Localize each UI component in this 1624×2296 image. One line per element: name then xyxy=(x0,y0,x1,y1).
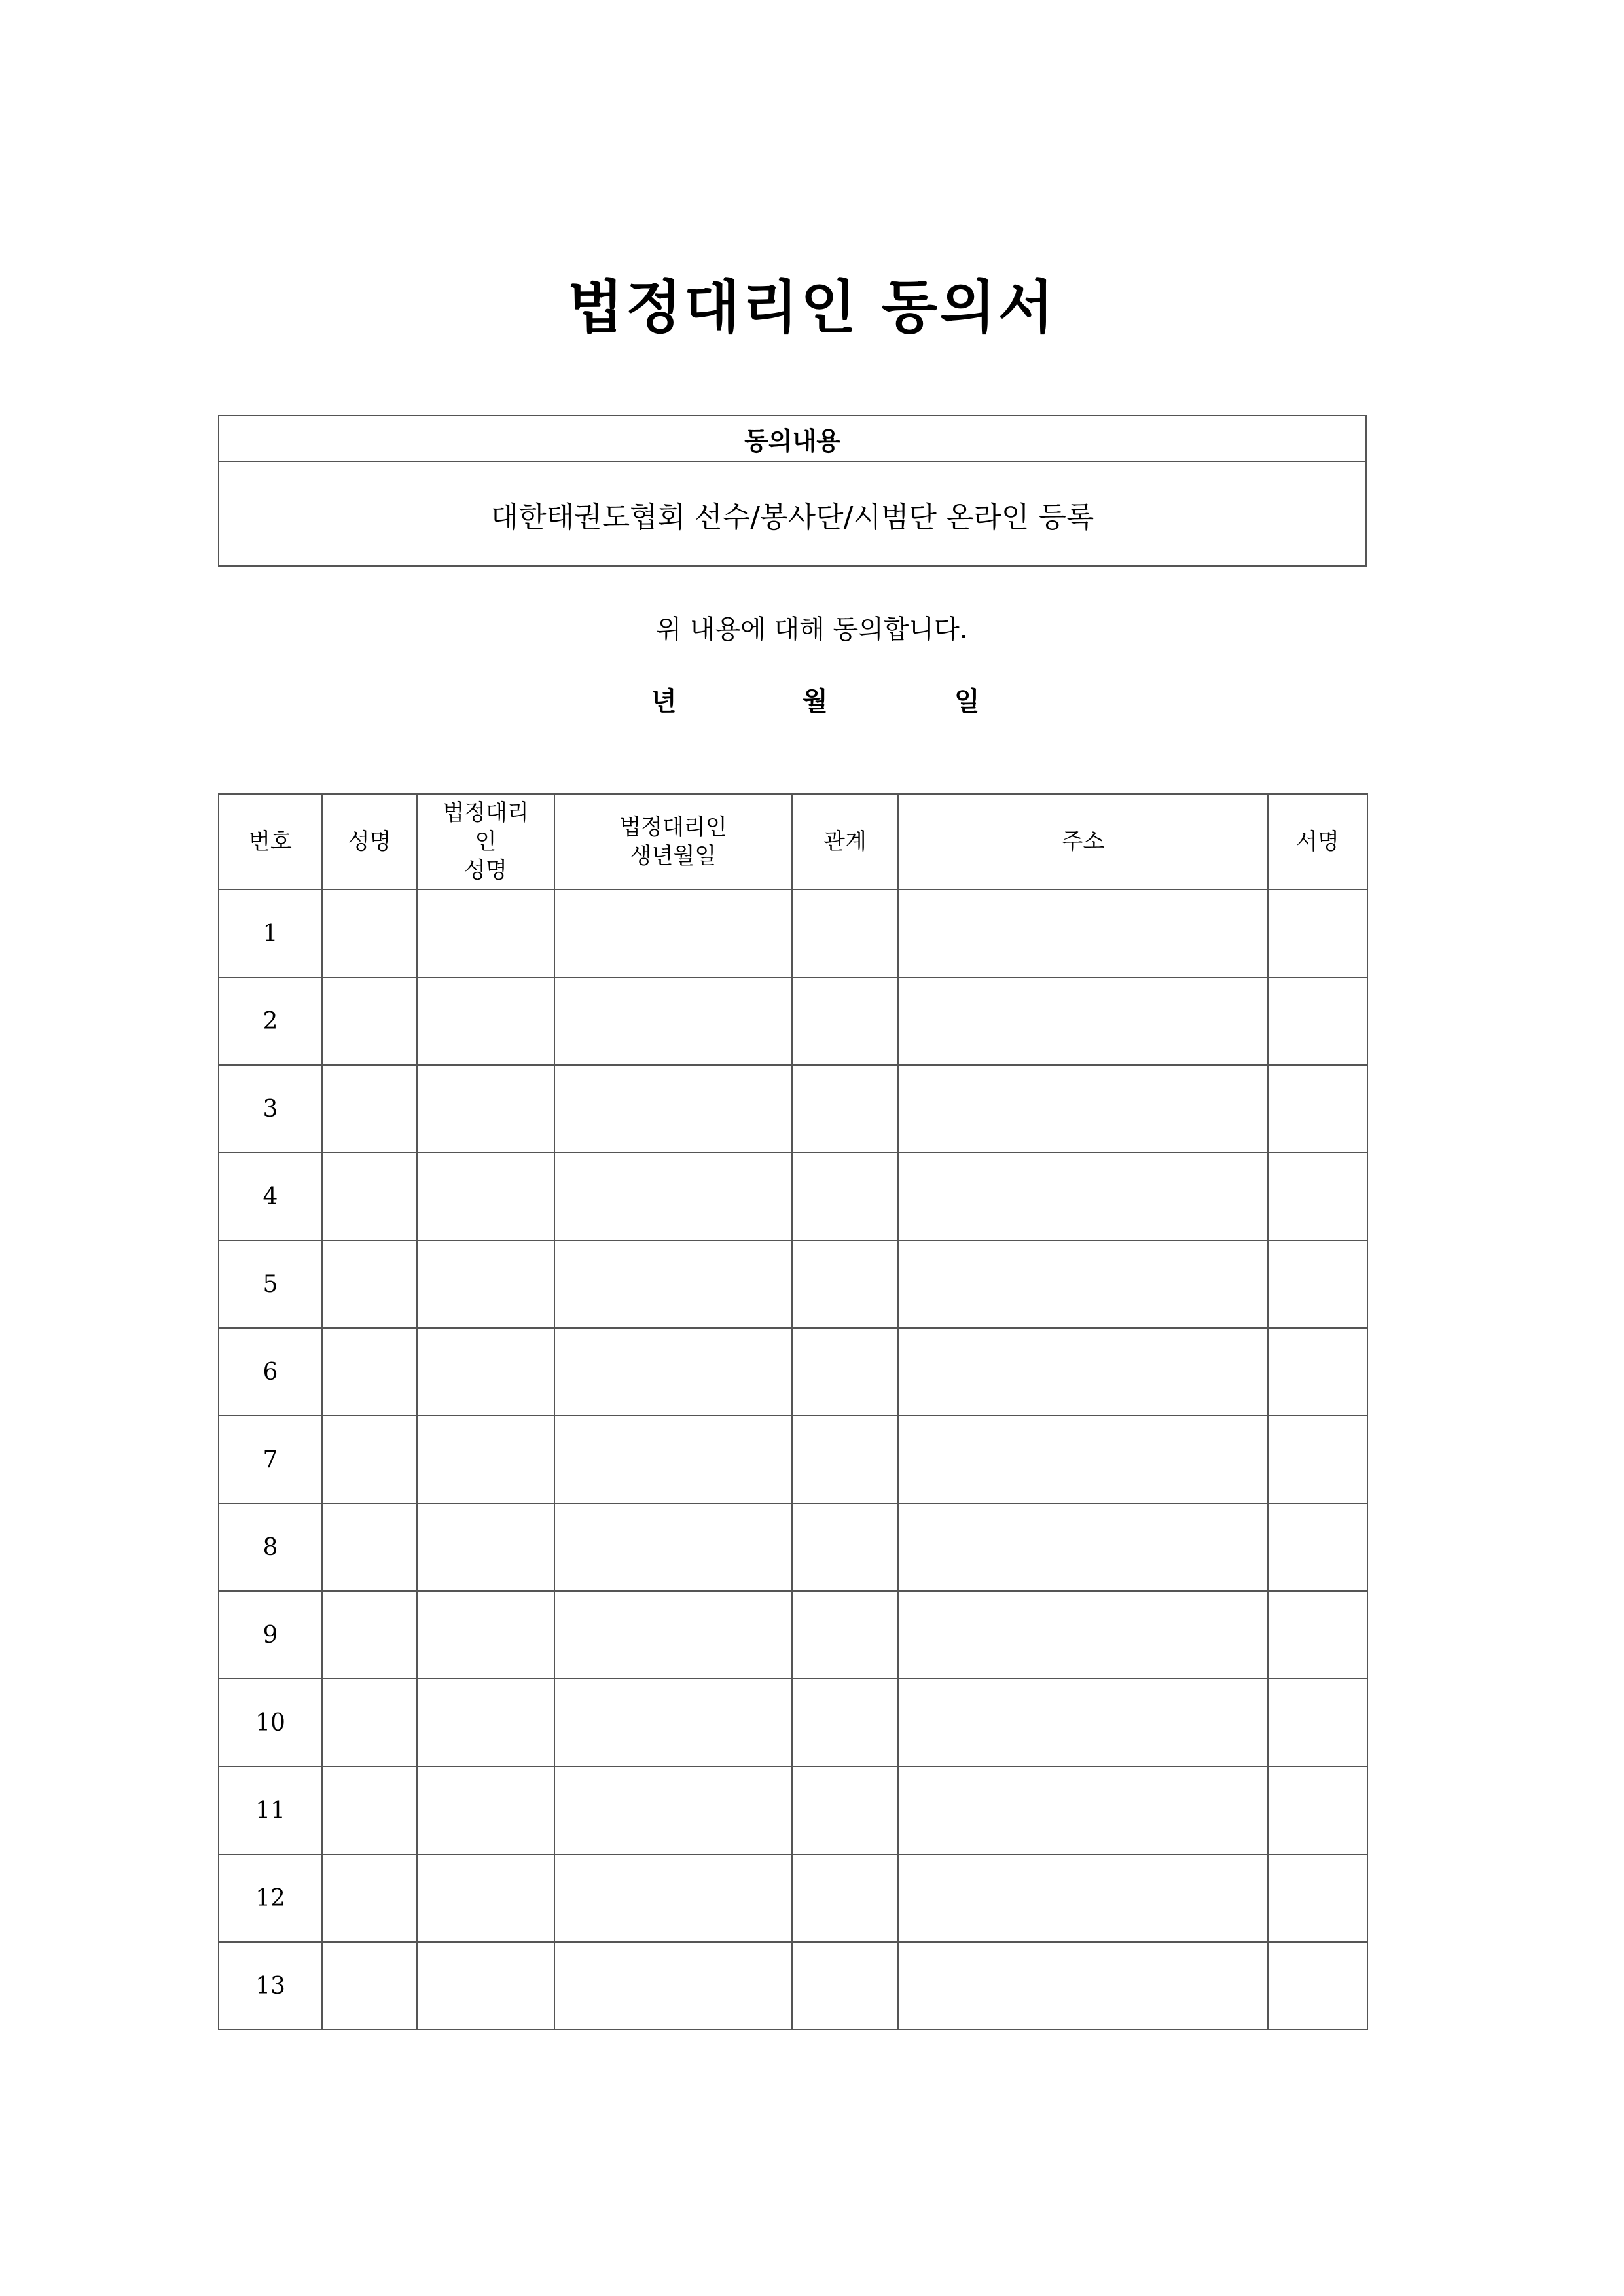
guardian-birth-cell[interactable] xyxy=(554,889,792,977)
signature-cell[interactable] xyxy=(1268,1416,1367,1503)
row-number: 8 xyxy=(219,1503,322,1591)
address-cell[interactable] xyxy=(898,1328,1268,1416)
table-row xyxy=(219,889,1367,977)
relation-cell[interactable] xyxy=(792,1503,898,1591)
guardian-name-cell[interactable] xyxy=(417,1328,554,1416)
header-guardian-birth: 법정대리인 생년월일 xyxy=(554,794,792,889)
name-cell[interactable] xyxy=(322,1942,417,2030)
name-cell[interactable] xyxy=(322,1065,417,1153)
relation-cell[interactable] xyxy=(792,1767,898,1854)
guardian-name-cell[interactable] xyxy=(417,1416,554,1503)
guardian-name-cell[interactable] xyxy=(417,1065,554,1153)
relation-cell[interactable] xyxy=(792,977,898,1065)
address-cell[interactable] xyxy=(898,1065,1268,1153)
guardian-name-cell[interactable] xyxy=(417,1854,554,1942)
header-number: 번호 xyxy=(219,794,322,889)
table-row xyxy=(219,1942,1367,2030)
name-cell[interactable] xyxy=(322,1328,417,1416)
row-number: 2 xyxy=(219,977,322,1065)
signature-cell[interactable] xyxy=(1268,1767,1367,1854)
relation-cell[interactable] xyxy=(792,1942,898,2030)
row-number: 6 xyxy=(219,1328,322,1416)
agree-statement: 위 내용에 대해 동의합니다. xyxy=(656,615,968,645)
signature-cell[interactable] xyxy=(1268,1942,1367,2030)
relation-cell[interactable] xyxy=(792,1153,898,1240)
guardian-name-cell[interactable] xyxy=(417,889,554,977)
guardian-birth-cell[interactable] xyxy=(554,1942,792,2030)
name-cell[interactable] xyxy=(322,1767,417,1854)
header-signature: 서명 xyxy=(1268,794,1367,889)
signature-cell[interactable] xyxy=(1268,1591,1367,1679)
date-month-label: 월 xyxy=(803,687,828,717)
guardian-name-cell[interactable] xyxy=(417,1153,554,1240)
header-name: 성명 xyxy=(322,794,417,889)
signature-cell[interactable] xyxy=(1268,1065,1367,1153)
address-cell[interactable] xyxy=(898,1503,1268,1591)
header-address: 주소 xyxy=(898,794,1268,889)
guardian-birth-cell[interactable] xyxy=(554,1240,792,1328)
row-number: 5 xyxy=(219,1240,322,1328)
address-cell[interactable] xyxy=(898,1240,1268,1328)
consent-box xyxy=(218,415,1367,567)
guardian-name-cell[interactable] xyxy=(417,1240,554,1328)
header-relation: 관계 xyxy=(792,794,898,889)
signature-cell[interactable] xyxy=(1268,889,1367,977)
guardian-name-cell[interactable] xyxy=(417,1942,554,2030)
relation-cell[interactable] xyxy=(792,1240,898,1328)
relation-cell[interactable] xyxy=(792,1854,898,1942)
table-row xyxy=(219,977,1367,1065)
address-cell[interactable] xyxy=(898,1767,1268,1854)
guardian-roster-table xyxy=(218,793,1368,2030)
guardian-birth-cell[interactable] xyxy=(554,1065,792,1153)
guardian-name-cell[interactable] xyxy=(417,1503,554,1591)
guardian-birth-cell[interactable] xyxy=(554,1679,792,1767)
guardian-name-cell[interactable] xyxy=(417,977,554,1065)
table-row xyxy=(219,1416,1367,1503)
name-cell[interactable] xyxy=(322,1591,417,1679)
address-cell[interactable] xyxy=(898,1416,1268,1503)
relation-cell[interactable] xyxy=(792,1065,898,1153)
address-cell[interactable] xyxy=(898,1679,1268,1767)
address-cell[interactable] xyxy=(898,977,1268,1065)
guardian-birth-cell[interactable] xyxy=(554,1153,792,1240)
row-number: 3 xyxy=(219,1065,322,1153)
table-row xyxy=(219,1591,1367,1679)
signature-cell[interactable] xyxy=(1268,1503,1367,1591)
row-number: 12 xyxy=(219,1854,322,1942)
signature-cell[interactable] xyxy=(1268,1328,1367,1416)
table-row xyxy=(219,1679,1367,1767)
signature-cell[interactable] xyxy=(1268,1153,1367,1240)
row-number: 11 xyxy=(219,1767,322,1854)
signature-cell[interactable] xyxy=(1268,1240,1367,1328)
table-row xyxy=(219,1503,1367,1591)
signature-cell[interactable] xyxy=(1268,1854,1367,1942)
guardian-birth-cell[interactable] xyxy=(554,1503,792,1591)
guardian-birth-cell[interactable] xyxy=(554,1416,792,1503)
row-number: 4 xyxy=(219,1153,322,1240)
address-cell[interactable] xyxy=(898,1591,1268,1679)
table-row xyxy=(219,1240,1367,1328)
row-number: 9 xyxy=(219,1591,322,1679)
address-cell[interactable] xyxy=(898,1942,1268,2030)
name-cell[interactable] xyxy=(322,1153,417,1240)
date-year-label: 년 xyxy=(651,687,677,717)
header-guardian-name: 법정대리 인 성명 xyxy=(417,794,554,889)
relation-cell[interactable] xyxy=(792,1679,898,1767)
signature-cell[interactable] xyxy=(1268,977,1367,1065)
signature-cell[interactable] xyxy=(1268,1679,1367,1767)
guardian-birth-cell[interactable] xyxy=(554,1854,792,1942)
table-row xyxy=(219,1767,1367,1854)
guardian-birth-cell[interactable] xyxy=(554,977,792,1065)
document-title: 법정대리인 동의서 xyxy=(568,274,1056,341)
name-cell[interactable] xyxy=(322,1679,417,1767)
row-number: 1 xyxy=(219,889,322,977)
guardian-name-cell[interactable] xyxy=(417,1591,554,1679)
relation-cell[interactable] xyxy=(792,1416,898,1503)
consent-header: 동의내용 xyxy=(219,416,1365,462)
address-cell[interactable] xyxy=(898,1153,1268,1240)
address-cell[interactable] xyxy=(898,1854,1268,1942)
relation-cell[interactable] xyxy=(792,1328,898,1416)
guardian-birth-cell[interactable] xyxy=(554,1328,792,1416)
name-cell[interactable] xyxy=(322,1240,417,1328)
name-cell[interactable] xyxy=(322,1854,417,1942)
table-row xyxy=(219,1065,1367,1153)
name-cell[interactable] xyxy=(322,1416,417,1503)
relation-cell[interactable] xyxy=(792,1591,898,1679)
row-number: 7 xyxy=(219,1416,322,1503)
guardian-name-cell[interactable] xyxy=(417,1679,554,1767)
name-cell[interactable] xyxy=(322,1503,417,1591)
name-cell[interactable] xyxy=(322,977,417,1065)
guardian-name-cell[interactable] xyxy=(417,1767,554,1854)
guardian-birth-cell[interactable] xyxy=(554,1767,792,1854)
consent-content: 대한태권도협회 선수/봉사단/시범단 온라인 등록 xyxy=(490,501,1094,534)
row-number: 13 xyxy=(219,1942,322,2030)
date-day-label: 일 xyxy=(954,687,980,717)
row-number: 10 xyxy=(219,1679,322,1767)
table-header-row xyxy=(219,794,1367,889)
name-cell[interactable] xyxy=(322,889,417,977)
table-row xyxy=(219,1328,1367,1416)
address-cell[interactable] xyxy=(898,889,1268,977)
guardian-birth-cell[interactable] xyxy=(554,1591,792,1679)
table-row xyxy=(219,1153,1367,1240)
relation-cell[interactable] xyxy=(792,889,898,977)
table-row xyxy=(219,1854,1367,1942)
